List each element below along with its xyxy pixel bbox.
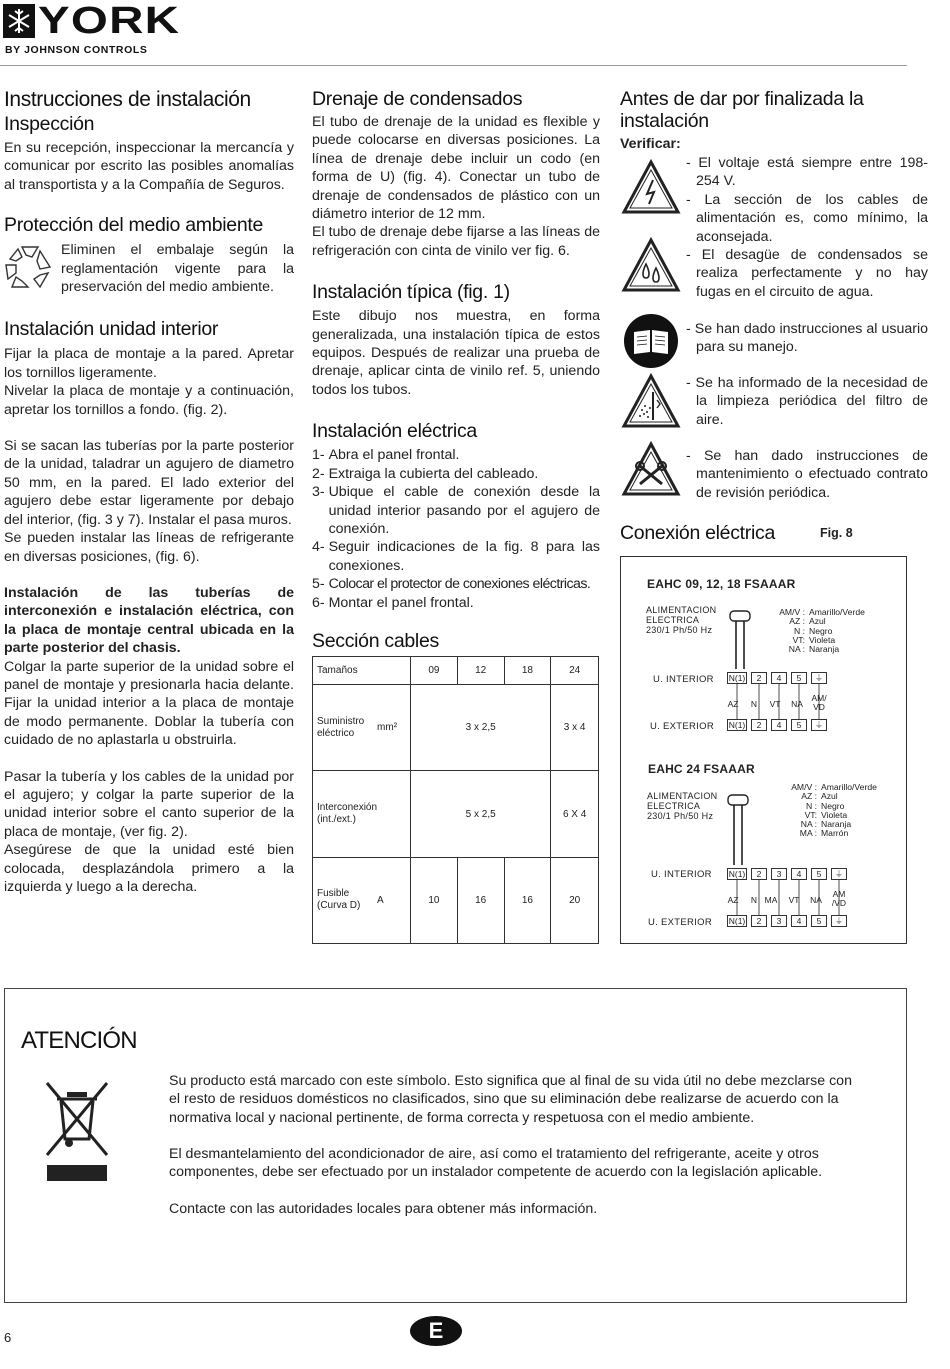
wire-label: AZ: [727, 699, 739, 709]
tuberias-paragraph-2: Pasar la tubería y los cables de la unidad por el agujero; y colgar la parte superior de la unidad interior sobre el canto superior de la placa de montaje, (ver fig. 2).: [4, 768, 294, 840]
table-cell: 3 x 4: [551, 685, 599, 771]
figure-label: Fig. 8: [820, 526, 853, 540]
table-cell: Suministro eléctrico: [313, 685, 378, 771]
electrical-hazard-icon: [620, 158, 682, 220]
instalacion-interior-heading: Instalación unidad interior: [4, 318, 219, 341]
terminal: 2: [751, 672, 767, 684]
table-cell: 16: [504, 857, 551, 943]
interior-terminals-a: [727, 672, 827, 684]
terminal: ⏚: [811, 672, 827, 684]
attention-paragraph-3: Contacte con las autoridades locales para obtener más información.: [169, 1201, 598, 1217]
attention-heading: ATENCIÓN: [21, 1027, 137, 1054]
wire-label: NA: [810, 895, 822, 905]
terminal: 4: [771, 719, 787, 731]
antes-heading: Antes de dar por finalizada la instalación: [620, 88, 864, 132]
terminal: N(1): [728, 916, 746, 926]
table-cell: Fusible (Curva D): [313, 857, 378, 943]
table-header-label: Tamaños: [313, 657, 378, 685]
table-cell: 5 x 2,5: [411, 771, 551, 857]
drenaje-paragraph-1: El tubo de drenaje de la unidad es flexible y puede colocarse en diversas posiciones. La línea de drenaje debe incluir un codo (en forma de U) (fig. 4). Conectar un tubo de drenaje de condensados de plástico con un diámetro interior de 12 mm.: [312, 114, 600, 223]
electrica-steps: [312, 446, 600, 612]
wire-label: MA: [764, 895, 778, 905]
tuberias-paragraph-1: Colgar la parte superior de la unidad sobre el panel de montaje y presionarla hacia delante. Fijar la unidad interior a la placa de montaje de modo permanente. Doblar la tubería con cuidado de no aplastarla u obstruirla.: [4, 658, 294, 749]
wire-label: AM /VD: [831, 889, 847, 908]
manual-book-icon: [620, 310, 682, 372]
wire-label: N: [750, 895, 758, 905]
right-column: [620, 88, 910, 153]
page-title: Instrucciones de instalación: [4, 88, 251, 111]
terminal: 5: [791, 719, 807, 731]
list-item: 4- Seguir indicaciones de la fig. 8 para las conexiones.: [312, 539, 600, 574]
exterior-unit-label-a: U. EXTERIOR: [650, 721, 715, 732]
interior-terminals-b: [727, 868, 847, 880]
table-header-cell: 09: [411, 657, 458, 685]
drenaje-heading: Drenaje de condensados: [312, 88, 523, 110]
terminal: 4: [791, 868, 807, 880]
check-item: - Se han dado instrucciones al usuario para su manejo.: [686, 321, 928, 356]
table-cell: A: [377, 857, 411, 943]
table-header-cell: 12: [457, 657, 504, 685]
list-item: 1- Abra el panel frontal.: [312, 447, 460, 464]
table-cell: [377, 771, 411, 857]
check-item: - Se ha informado de la necesidad de la limpieza periódica del filtro de aire.: [686, 375, 928, 428]
verification-checklist: [620, 148, 928, 518]
terminal: 5: [811, 868, 827, 880]
check-item: - El voltaje está siempre entre 198-254 V. - La sección de los cables de alimentación es, como mínimo, la aconsejada.: [686, 155, 928, 245]
drenaje-paragraph-2: El tubo de drenaje debe fijarse a las líneas de refrigeración con cinta de vinilo ver fig. 6.: [312, 224, 600, 259]
terminal: 2: [751, 719, 767, 731]
table-cell: 20: [551, 857, 599, 943]
wiring-model-b: EAHC 24 FSAAAR: [648, 762, 755, 776]
instalacion-tipica-text: Este dibujo nos muestra, en forma generalizada, una instalación típica de estos equipos. Después de realizar una prueba de drenaje, aplicar cinta de vinilo ref. 5, uniendo todos los tubos.: [312, 308, 600, 398]
inspeccion-heading: Inspección: [4, 113, 95, 135]
medio-ambiente-heading: Protección del medio ambiente: [4, 214, 264, 237]
verificar-label: Verificar:: [620, 136, 681, 152]
table-header-cell: 18: [504, 657, 551, 685]
wire-label: AM/ VD: [811, 693, 827, 712]
wire-label: NA: [791, 699, 803, 709]
table-cell: 6 X 4: [551, 771, 599, 857]
table-cell: 3 x 2,5: [411, 685, 551, 771]
interior-paragraph-4: Se pueden instalar las líneas de refrigerante en diversas posiciones, (fig. 6).: [4, 530, 294, 565]
table-row: [313, 771, 599, 857]
terminal: 5: [811, 915, 827, 927]
terminal: 3: [771, 915, 787, 927]
list-item: 2- Extraiga la cubierta del cableado.: [312, 465, 539, 482]
air-filter-warning-icon: [620, 372, 682, 434]
interior-paragraph-1: Fijar la placa de montaje a la pared. Apretar los tornillos ligeramente.: [4, 346, 294, 381]
table-cell: Interconexión (int./ext.): [313, 771, 378, 857]
conexion-electrica-heading: Conexión eléctrica: [620, 522, 776, 544]
seccion-cables-heading: Sección cables: [312, 629, 439, 652]
crossed-bin-icon: [43, 1077, 111, 1189]
tuberias-paragraph-3: Asegúrese de que la unidad esté bien colocada, desplazándola primero a la izquierda y luego a la derecha.: [4, 842, 294, 895]
terminal: 2: [751, 868, 767, 880]
interior-paragraph-3: Si se sacan las tuberías por la parte posterior de la unidad, taladrar un agujero de diametro 50 mm, en la pared. El lado exterior del agujero debe estar ligeramente por debajo del interior, (fig. 3 y 7). Instalar el pasa muros.: [4, 438, 294, 528]
check-item: - El desagüe de condensados se realiza perfectamente y no hay fugas en el circuito de agua.: [686, 247, 928, 300]
recycle-icon: [4, 243, 56, 293]
header-divider: [0, 65, 907, 66]
color-legend-b: AM/V : Amarillo/Verde AZ : Azul N : Negro VT: Violeta NA : Naranja MA : Marrón: [791, 782, 877, 839]
table-row: [313, 857, 599, 943]
inspeccion-text: En su recepción, inspeccionar la mercancía y comunicar por escrito las posibles anomalías al transportista y a la Compañía de Seguros.: [4, 140, 294, 193]
supply-label-b: ALIMENTACION ELECTRICA 230/1 Ph/50 Hz: [647, 791, 718, 821]
list-item: 3- Ubique el cable de conexión desde la unidad interior pasando por el agujero de conexión.: [312, 484, 600, 537]
instalacion-electrica-heading: Instalación eléctrica: [312, 420, 477, 443]
middle-column: [312, 88, 600, 652]
check-item: - Se han dado instrucciones de mantenimiento o efectuado contrato de revisión periódica.: [686, 448, 928, 501]
medio-ambiente-text: Eliminen el embalaje según la reglamentación vigente para la preservación del medio ambiente.: [61, 242, 294, 296]
supply-label-a: ALIMENTACION ELECTRICA 230/1 Ph/50 Hz: [646, 605, 717, 635]
list-item: 5- Colocar el protector de conexiones eléctricas.: [312, 576, 591, 593]
exterior-terminals-b: [727, 915, 847, 927]
terminal: 5: [791, 672, 807, 684]
terminal: 4: [771, 672, 787, 684]
table-row: [313, 685, 599, 771]
wire-label: VT: [769, 699, 781, 709]
terminal: 4: [791, 915, 807, 927]
tuberias-bold-heading: Instalación de las tuberías de interconexión e instalación eléctrica, con la placa de montaje central ubicada en la parte posterior del chasis.: [4, 584, 294, 657]
terminal: 2: [751, 915, 767, 927]
interior-unit-label-b: U. INTERIOR: [651, 869, 712, 880]
wiring-diagram: [620, 556, 907, 944]
exterior-unit-label-b: U. EXTERIOR: [648, 917, 713, 928]
attention-box: [4, 988, 907, 1303]
snowflake-icon: [3, 4, 35, 38]
wire-label: AZ: [727, 895, 739, 905]
terminal: N(1): [728, 673, 746, 683]
page-number: 6: [4, 1330, 12, 1345]
wire-label: N: [750, 699, 758, 709]
medio-ambiente-block: [4, 241, 294, 296]
color-legend-a: AM/V : Amarillo/Verde AZ : Azul N : Negro VT: Violeta NA : Naranja: [779, 607, 865, 655]
maintenance-wrench-icon: [620, 440, 682, 502]
table-row: [313, 657, 599, 685]
terminal: ⏚: [811, 719, 827, 731]
sub-brand: BY JOHNSON CONTROLS: [5, 44, 148, 56]
instalacion-tipica-heading: Instalación típica (fig. 1): [312, 281, 510, 304]
wiring-model-a: EAHC 09, 12, 18 FSAAAR: [647, 577, 796, 591]
brand-name: YORK: [38, 0, 181, 42]
attention-paragraph-2: El desmantelamiento del acondicionador de aire, así como el tratamiento del refrigerante, aceite y otros componentes, debe ser efectuado por un instalador competente de acuerdo con la legislación aplicable.: [169, 1146, 823, 1181]
wire-label: VT: [788, 895, 800, 905]
terminal: 3: [771, 868, 787, 880]
language-badge: E: [410, 1316, 462, 1346]
table-cell: mm²: [377, 685, 411, 771]
terminal: ⏚: [831, 915, 847, 927]
terminal: N(1): [728, 720, 746, 730]
terminal: ⏚: [831, 868, 847, 880]
water-leak-warning-icon: [620, 236, 682, 298]
table-cell: 16: [457, 857, 504, 943]
cables-table: [312, 656, 599, 944]
interior-unit-label-a: U. INTERIOR: [653, 674, 714, 685]
list-item: 6- Montar el panel frontal.: [312, 594, 474, 611]
table-cell: 10: [411, 857, 458, 943]
attention-paragraph-1: Su producto está marcado con este símbolo. Esto significa que al final de su vida útil no debe mezclarse con el resto de residuos domésticos no clasificados, sino que su eliminación debe realizarse de acuerdo con la normativa local y nacional pertinente, de forma correcta y respetuosa con el medio ambiente.: [169, 1073, 852, 1126]
plug-icon: [727, 793, 749, 867]
left-column: [4, 88, 294, 896]
interior-paragraph-2: Nivelar la placa de montaje y a continuación, apretar los tornillos a fondo. (fig. 2).: [4, 383, 294, 418]
terminal: N(1): [728, 869, 746, 879]
exterior-terminals-a: [727, 719, 827, 731]
plug-icon: [729, 609, 751, 671]
table-header-cell: 24: [551, 657, 599, 685]
